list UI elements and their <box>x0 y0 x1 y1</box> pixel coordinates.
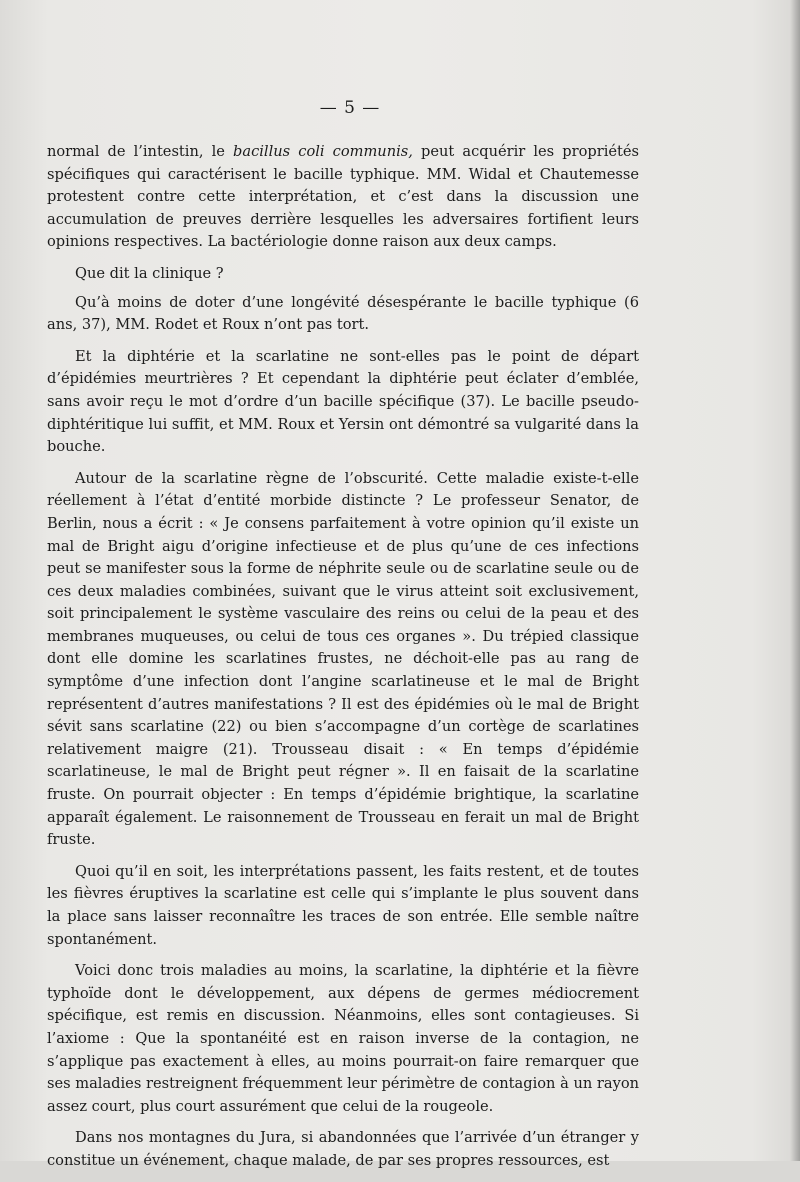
paragraph-7: Voici donc trois maladies au moins, la scarlatine, la diphtérie et la fièvre typhoïde dont le développement, aux dépens de germes médiocrement spécifique, est remis en discussion. Néanmoins, elles sont contagieuses. Si l’axiome : Que la spontanéité est en raison inverse de la contagion, ne s’applique pas exactement à elles, au moins pourrait-on faire remarquer que ses maladies restreignent fréquemment leur périmètre de contagion à un rayon assez court, plus court assurément que celui de la rougeole. <box>47 962 639 1115</box>
paragraph-5: Autour de la scarlatine règne de l’obscurité. Cette maladie existe-t-elle réellement à l’état d’entité morbide distincte ? Le professeur Senator, de Berlin, nous a écrit : « Je consens parfaitement à votre opinion qu’il existe un mal de Bright aigu d’origine infectieuse et de plus qu’une de ces infections peut se manifester sous la forme de néphrite seule ou de scarlatine seule ou de ces deux maladies combinées, suivant que le virus atteint soit exclusivement, soit principalement le système vasculaire des reins ou celui de la peau et des membranes muqueuses, ou celui de tous ces organes ». Du trépied classique dont elle domine les scarlatines frustes, ne déchoit-elle pas au rang de symptôme d’une infection dont l’angine scarlatineuse et le mal de Bright représentent d’autres manifestations ? Il est des épidémies où le mal de Bright sévit sans scarlatine (22) ou bien s’accompagne d’un cortège de scarlatines relativement maigre (21). Trousseau disait : « En temps d’épidémie scarlatineuse, le mal de Bright peut régner ». Il en faisait de la scarlatine fruste. On pourrait objecter : En temps d’épidémie brightique, la scarlatine apparaît également. Le raisonnement de Trousseau en ferait un mal de Bright fruste. <box>47 469 639 849</box>
paragraph-2: Que dit la clinique ? <box>75 264 224 282</box>
paragraph-3: Qu’à moins de doter d’une longévité désespérante le bacille typhique (6 ans, 37), MM. Rodet et Roux n’ont pas tort. <box>47 293 639 334</box>
paragraph-4: Et la diphtérie et la scarlatine ne sont-elles pas le point de départ d’épidémies meurtrières ? Et cependant la diphtérie peut éclater d’emblée, sans avoir reçu le mot d’ordre d’un bacille spécifique (37). Le bacille pseudo-diphtéritique lui suffit, et MM. Roux et Yersin ont démontré sa vulgarité dans la bouche. <box>47 347 639 456</box>
paragraph-1-start: normal de l’intestin, le <box>47 143 234 160</box>
paragraph-8: Dans nos montagnes du Jura, si abandonnées que l’arrivée d’un étranger y constitue un événement, chaque malade, de par ses propres ressources, est <box>47 1129 639 1169</box>
paragraph-1 <box>47 141 639 254</box>
body-text <box>47 141 639 1182</box>
page-edge-shadow <box>790 0 800 1161</box>
page-number: — 5 — <box>319 98 381 118</box>
paragraph-1-end: peut acquérir les propriétés spécifiques qui caractérisent le bacille typhique. MM. Widal et Chautemesse protestent contre cette interprétation, et c’est dans la discussion une accumulation de preuves derrière lesquelles les adversaires fortifient leurs opinions respectives. La bactériologie donne raison aux deux camps. <box>47 143 639 251</box>
paragraph-6: Quoi qu’il en soit, les interprétations passent, les faits restent, et de toutes les fièvres éruptives la scarlatine est celle qui s’implante le plus souvent dans la place sans laisser reconnaître les traces de son entrée. Elle semble naître spontanément. <box>47 862 639 948</box>
paragraph-1-italic: bacillus coli communis, <box>233 143 413 160</box>
